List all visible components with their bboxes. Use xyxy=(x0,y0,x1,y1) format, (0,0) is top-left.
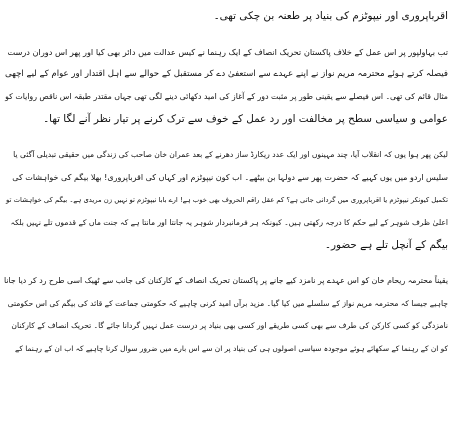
article-paragraph xyxy=(4,5,448,28)
paragraph-line: سلیس اردو میں یوں کہیے کہ حضرت پھر سے دولہا بن بیٹھے۔ اب کون نیپوٹزم اور کہاں کی اقرباپروری! بھلا بیگم کی خواہشات کی xyxy=(12,172,448,182)
article-body xyxy=(4,0,448,438)
article-paragraph xyxy=(4,144,448,257)
paragraph-line: کو ان کے رہنما کے سکھائے ہوئے موجودہ سیاسی اصولوں ہی کی بنیاد پر ان سے اس بارے میں ضرور سوال کرنا چاہیے کہ اب ان کے رہنما کے xyxy=(15,343,448,353)
paragraph-line: عوامی و سیاسی سطح پر مخالفت اور رد عمل کے خوف سے ترک کرنے پر تیار نظر آنے لگا تھا۔ xyxy=(43,113,448,126)
article-paragraph xyxy=(4,41,448,131)
paragraph-line: تب بہاولپور پر اس عمل کے خلاف پاکستان تحریک انصاف کے ایک رہنما نے کیس عدالت میں دائر بھی کیا اور پھر اس دوران درست xyxy=(7,46,448,57)
paragraph-line: لیکن پھر ہوا یوں کہ انقلاب آیا، چند مہینوں اور ایک عدد ریکارڈ ساز دھرنے کے بعد عمران خان صاحب کی زندگی میں حقیقی تبدیلی آگئی یا xyxy=(13,149,448,159)
paragraph-line: بیگم کے آنچل تلے ہے حضور۔ xyxy=(324,239,448,252)
paragraph-line: اعلیٰ ظرف شوہر کے لیے حکم کا درجہ رکھتی ہیں۔ کیونکہ ہر فرمانبردار شوہر یہ جانتا اور مانتا ہے کہ جنت ماں کے قدموں تلے نہیں بلکہ xyxy=(10,217,448,227)
paragraph-line: یقیناً محترمہ ریحام خان کو اس عہدے پر نامزد کیے جانے پر پاکستان تحریک انصاف کے کارکنان کی جانب سے ٹھیک اسی طرح رد کر دیا جانا xyxy=(4,275,448,285)
paragraph-line: چاہیے جیسا کہ محترمہ مریم نواز کے سلسلے میں کیا گیا۔ مزید برآں امید کرنی چاہیے کہ حکومتی جماعت کے قائد کی بیگم کی اس حکومتی xyxy=(7,298,448,308)
paragraph-line: اقرباپروری اور نیپوٹزم کی بنیاد پر طعنہ بن چکی تھی۔ xyxy=(213,10,448,22)
paragraph-line: مثال قائم کی تھی۔ اس فیصلے سے یقینی طور پر مثبت دور کے آغاز کی امید دکھائی دینے لگی تھی جہاں مقتدر طبقہ اس ناقص روایات کو xyxy=(5,91,448,101)
paragraph-line: فیصلہ کرتے ہوئے محترمہ مریم نواز نے اپنے عہدے سے استعفیٰ دے کر مستقبل کے حوالے سے اہل اقتدار اور عوام کے لیے اچھی xyxy=(5,69,448,80)
paragraph-line: نامزدگی کو کسی کارکن کی طرف سے بھی کسی طریقے اور کسی بھی بنیاد پر درست عمل نہیں گردانا جائے گا۔ تحریک انصاف کے کارکنان xyxy=(11,321,448,331)
article-paragraph xyxy=(4,270,448,360)
paragraph-line: تکمیل کیونکر نیپوٹزم یا اقرباپروری میں گردانی جاتی ہے؟ کم عقل راقم الحروف بھی خوب ہے! ارے بابا نیپوٹزم تو نہیں زن مریدی ہے۔ بیگم کی خواہشات تو xyxy=(6,196,448,205)
